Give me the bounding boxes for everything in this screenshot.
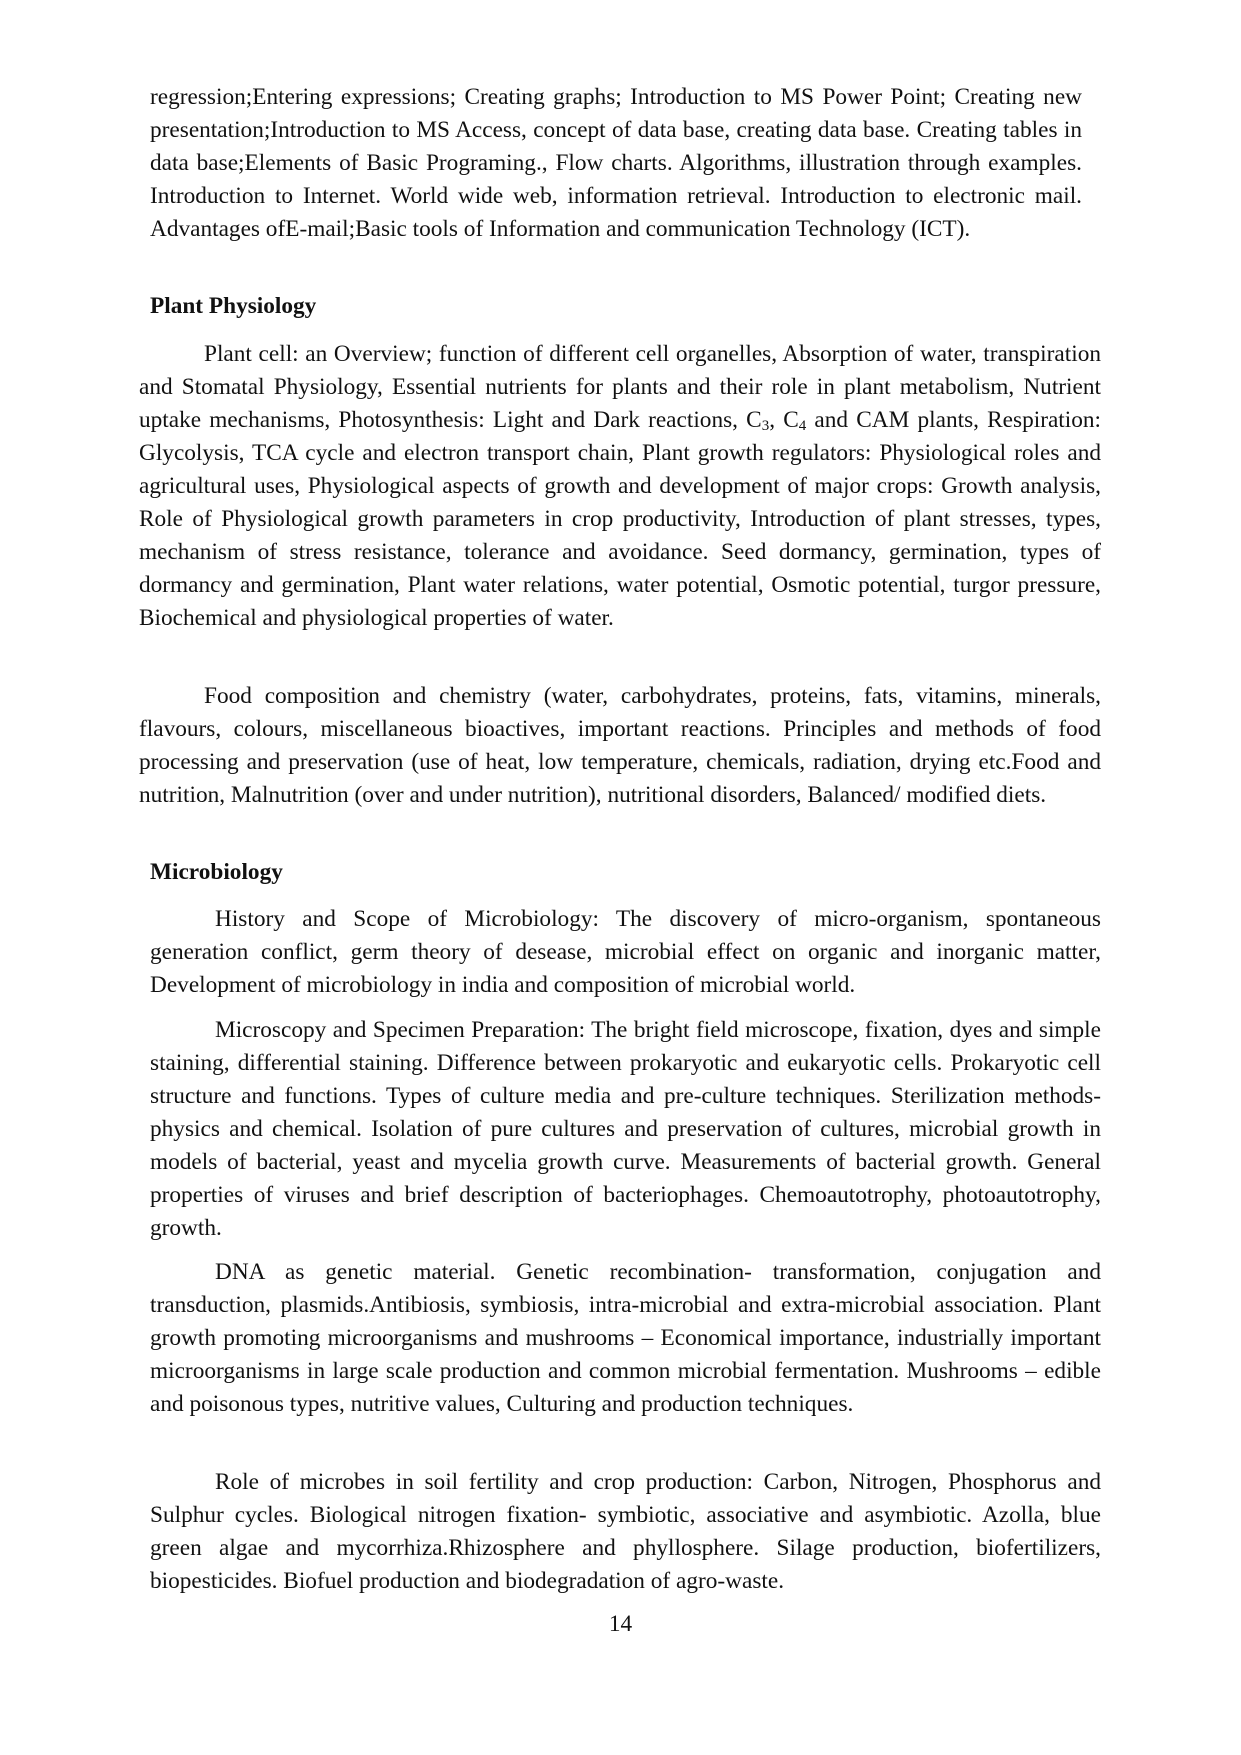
plant-physiology-p1-text-a: Plant cell: an Overview; function of different cell organelles, Absorption of water, transpiration and Stomatal Physiology, Essential nutrients for plants and their role in plant metabolism, Nutrient uptake mechanisms, Photosynthesis: Light and Dark reactions, C bbox=[139, 341, 1101, 433]
microbiology-paragraph-1: History and Scope of Microbiology: The discovery of micro-organism, spontaneous generation conflict, germ theory of desease, microbial effect on organic and inorganic matter, Development of microbiology in india and composition of microbial world. bbox=[150, 906, 1101, 998]
plant-physiology-p1-text-b: , C bbox=[769, 407, 799, 433]
microbiology-paragraph-3: DNA as genetic material. Genetic recombination- transformation, conjugation and transduction, plasmids.Antibiosis, symbiosis, intra-microbial and extra-microbial association. Plant growth promoting microorganisms and mushrooms – Economical importance, industrially important microorganisms in large scale production and common microbial fermentation. Mushrooms – edible and poisonous types, nutritive values, Culturing and production techniques. bbox=[150, 1259, 1101, 1417]
c4-subscript: 4 bbox=[798, 418, 807, 434]
page-number: 14 bbox=[608, 1611, 633, 1637]
intro-paragraph: regression;Entering expressions; Creating graphs; Introduction to MS Power Point; Creating new presentation;Introduction to MS Access, concept of data base, creating data base. Creating tables in data base;Elements of Basic Programing., Flow charts. Algorithms, illustration through examples. Introduction to Internet. World wide web, information retrieval. Introduction to electronic mail. Advantages ofE-mail;Basic tools of Information and communication Technology (ICT). bbox=[150, 84, 1082, 242]
plant-physiology-p1-text-c: and CAM plants, Respiration: Glycolysis, TCA cycle and electron transport chain, Plant growth regulators: Physiological roles and agricultural uses, Physiological aspects of growth and development of major crops: Growth analysis, Role of Physiological growth parameters in crop productivity, Introduction of plant stresses, types, mechanism of stress resistance, tolerance and avoidance. Seed dormancy, germination, types of dormancy and germination, Plant water relations, water potential, Osmotic potential, turgor pressure, Biochemical and physiological properties of water. bbox=[139, 407, 1102, 631]
plant-physiology-paragraph-2: Food composition and chemistry (water, carbohydrates, proteins, fats, vitamins, minerals, flavours, colours, miscellaneous bioactives, important reactions. Principles and methods of food processing and preservation (use of heat, low temperature, chemicals, radiation, drying etc.Food and nutrition, Malnutrition (over and under nutrition), nutritional disorders, Balanced/ modified diets. bbox=[139, 683, 1101, 808]
plant-physiology-heading: Plant Physiology bbox=[150, 293, 317, 319]
plant-physiology-paragraph-1 bbox=[139, 338, 1101, 635]
microbiology-paragraph-2: Microscopy and Specimen Preparation: The bright field microscope, fixation, dyes and simple staining, differential staining. Difference between prokaryotic and eukaryotic cells. Prokaryotic cell structure and functions. Types of culture media and pre-culture techniques. Sterilization methods- physics and chemical. Isolation of pure cultures and preservation of cultures, microbial growth in models of bacterial, yeast and mycelia growth curve. Measurements of bacterial growth. General properties of viruses and brief description of bacteriophages. Chemoautotrophy, photoautotrophy, growth. bbox=[150, 1017, 1101, 1241]
microbiology-paragraph-4: Role of microbes in soil fertility and crop production: Carbon, Nitrogen, Phosphorus and Sulphur cycles. Biological nitrogen fixation- symbiotic, associative and asymbiotic. Azolla, blue green algae and mycorrhiza.Rhizosphere and phyllosphere. Silage production, biofertilizers, biopesticides. Biofuel production and biodegradation of agro-waste. bbox=[150, 1469, 1101, 1594]
c3-subscript: 3 bbox=[761, 418, 770, 434]
microbiology-heading: Microbiology bbox=[150, 859, 283, 885]
